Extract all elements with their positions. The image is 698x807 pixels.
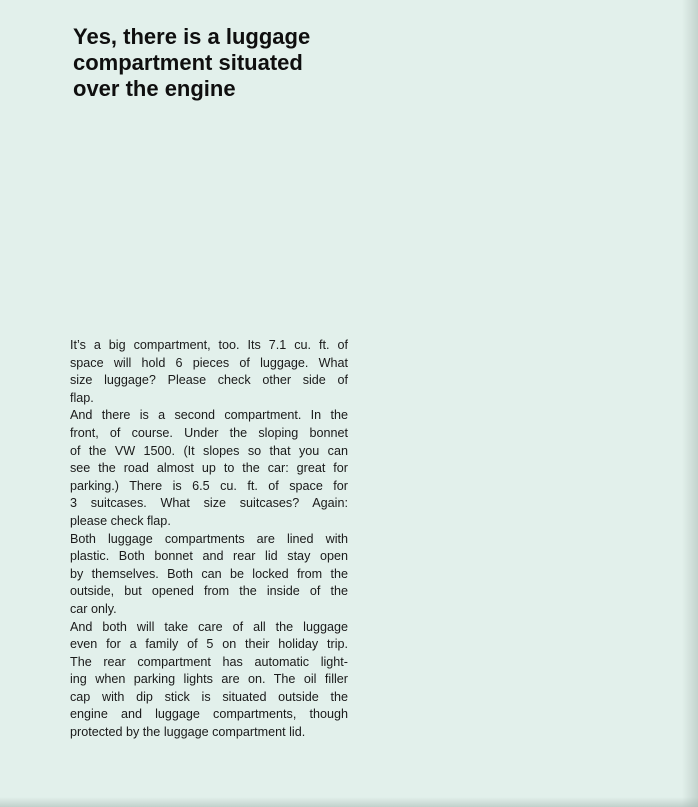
body-line: ing when parking lights are on. The oil filler — [70, 672, 348, 687]
body-line: outside, but opened from the inside of the — [70, 584, 348, 599]
body-line: car only. — [70, 601, 117, 616]
body-line: space will hold 6 pieces of luggage. What — [70, 355, 348, 370]
body-line: And both will take care of all the luggage — [70, 619, 348, 634]
body-line: The rear compartment has automatic light- — [70, 654, 348, 669]
body-line: It’s a big compartment, too. Its 7.1 cu. ft. of — [70, 338, 348, 352]
body-line: flap. — [70, 390, 94, 405]
body-line: protected by the luggage compartment lid. — [70, 725, 306, 740]
page-bottom-shadow — [0, 797, 698, 807]
headline — [73, 24, 373, 102]
body-line: of the VW 1500. (It slopes so that you can — [70, 443, 348, 458]
body-copy — [70, 337, 348, 742]
body-line: size luggage? Please check other side of — [70, 373, 348, 388]
paragraph-2 — [70, 407, 348, 530]
body-line: plastic. Both bonnet and rear lid stay open — [70, 549, 348, 564]
headline-line-2: compartment situated — [73, 50, 303, 75]
headline-line-3: over the engine — [73, 76, 236, 101]
headline-line-1: Yes, there is a luggage — [73, 24, 311, 49]
page-edge-shadow — [682, 0, 698, 807]
body-line: cap with dip stick is situated outside the — [70, 689, 348, 704]
body-line: 3 suitcases. What size suitcases? Again: — [70, 496, 348, 511]
body-line: engine and luggage compartments, though — [70, 707, 348, 722]
body-line: front, of course. Under the sloping bonnet — [70, 425, 348, 440]
body-line: Both luggage compartments are lined with — [70, 531, 348, 546]
body-line: And there is a second compartment. In the — [70, 408, 348, 423]
paragraph-3 — [70, 531, 348, 619]
body-line: even for a family of 5 on their holiday trip. — [70, 637, 348, 652]
body-line: parking.) There is 6.5 cu. ft. of space for — [70, 478, 348, 493]
paragraph-1 — [70, 337, 348, 407]
paragraph-4 — [70, 619, 348, 742]
body-line: by themselves. Both can be locked from the — [70, 566, 348, 581]
body-line: see the road almost up to the car: great for — [70, 461, 348, 476]
body-line: please check flap. — [70, 513, 171, 528]
